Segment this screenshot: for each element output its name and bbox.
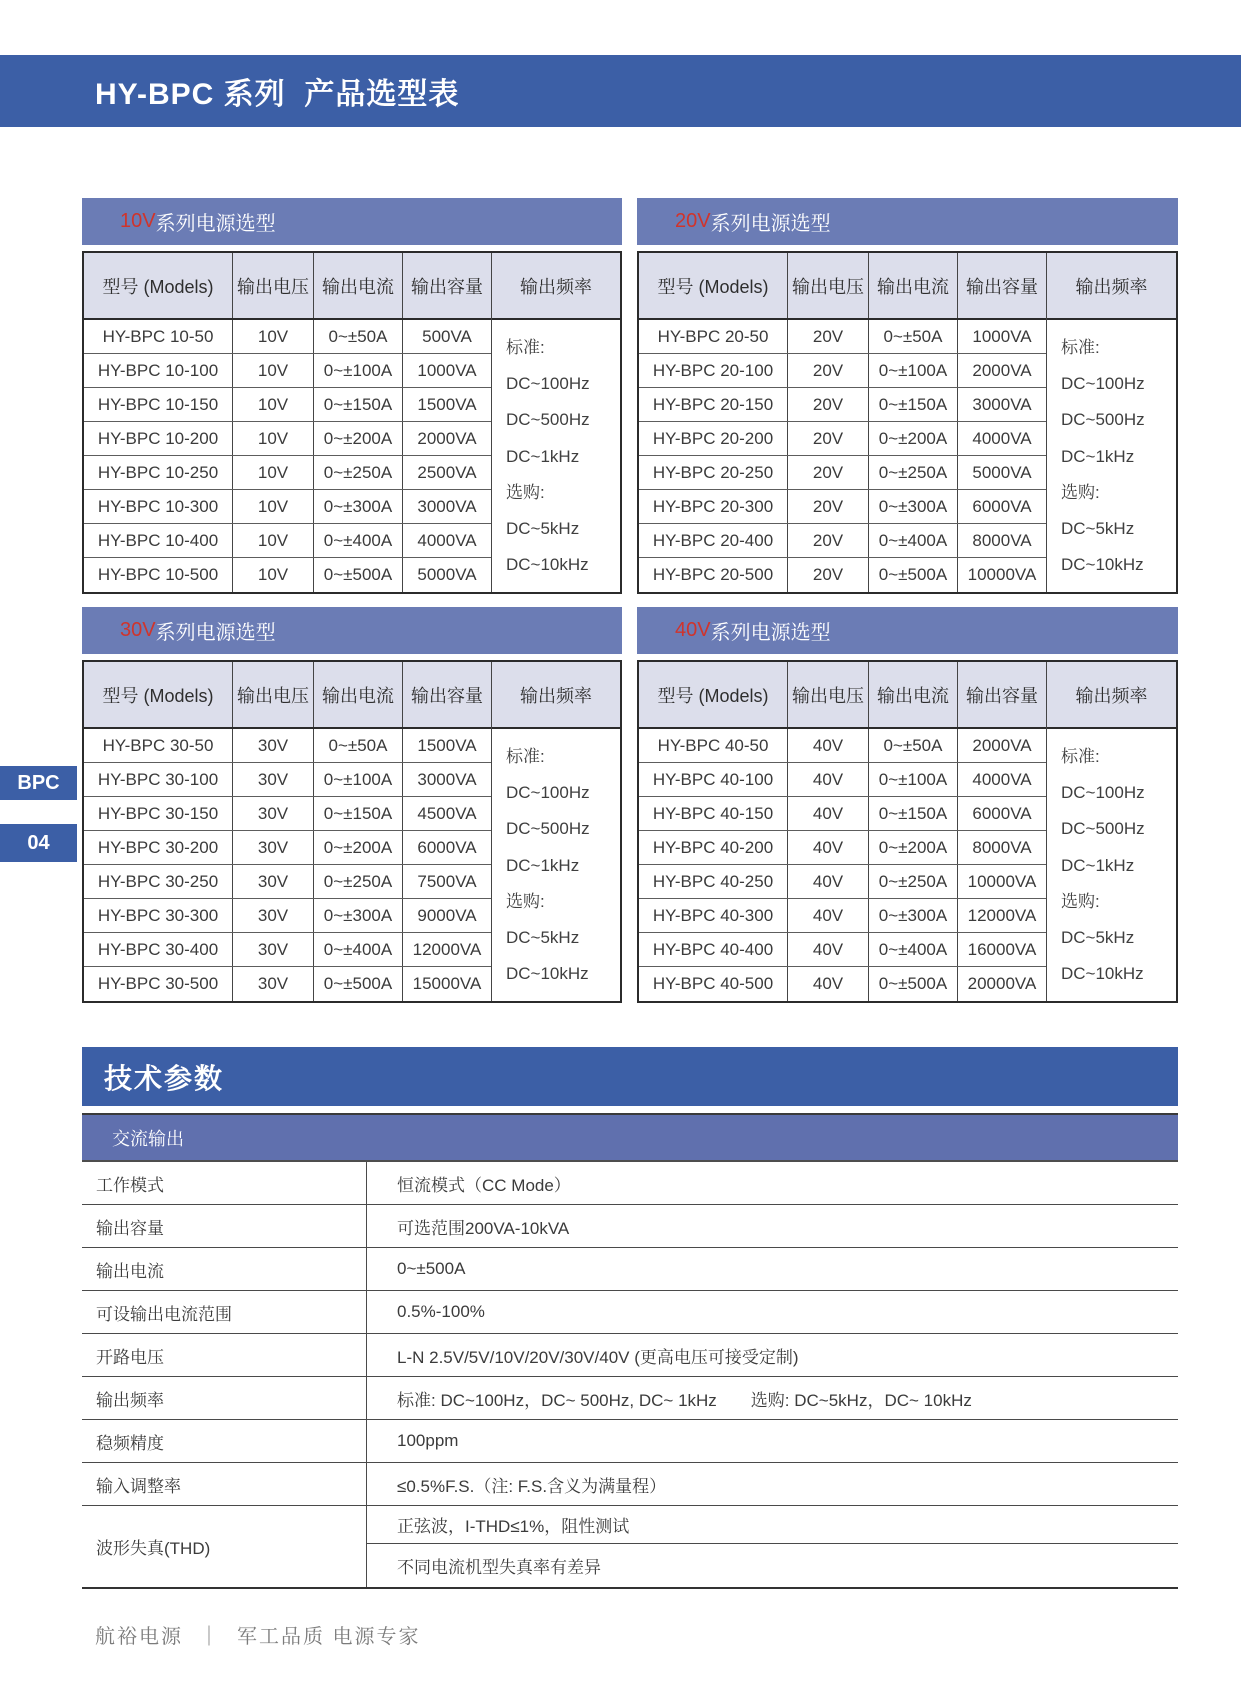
voltage-cell: 20V	[788, 456, 869, 489]
tech-value-group	[367, 1506, 1178, 1587]
table-row	[84, 797, 491, 831]
selection-table-30v	[82, 660, 622, 1003]
voltage-cell: 10V	[233, 354, 314, 387]
capacity-cell: 6000VA	[417, 837, 477, 857]
capacity-cell: 12000VA	[967, 905, 1037, 925]
series-band-40v	[637, 607, 1178, 654]
tech-label: 工作模式	[82, 1162, 367, 1204]
frequency-line: DC~100Hz	[1061, 783, 1145, 803]
current-cell: 0~±500A	[869, 558, 958, 592]
model-cell: HY-BPC 30-200	[84, 831, 233, 864]
tech-row	[82, 1334, 1178, 1377]
page-header-bar	[0, 55, 1241, 127]
model-cell: HY-BPC 20-150	[639, 388, 788, 421]
table-row	[639, 524, 1046, 558]
frequency-line: DC~100Hz	[1061, 374, 1145, 394]
model-cell: HY-BPC 30-300	[84, 899, 233, 932]
voltage-cell: 20V	[788, 524, 869, 557]
capacity-cell: 20000VA	[967, 974, 1037, 993]
voltage-cell: 20V	[788, 422, 869, 455]
frequency-line: 选购:	[506, 482, 545, 502]
frequency-line: DC~100Hz	[506, 374, 590, 394]
current-cell: 0~±150A	[314, 797, 403, 830]
tech-label: 输入调整率	[82, 1463, 367, 1505]
voltage-cell: 40V	[788, 967, 869, 1001]
tech-value: 0~±500A	[397, 1259, 466, 1278]
table-row	[84, 524, 491, 558]
model-cell: HY-BPC 40-500	[639, 967, 788, 1001]
tech-label: 输出频率	[82, 1377, 367, 1419]
current-cell: 0~±500A	[314, 558, 403, 592]
frequency-cell	[492, 729, 620, 1001]
voltage-cell: 30V	[233, 967, 314, 1001]
column-header: 输出电压	[233, 253, 314, 318]
series-band-30v	[82, 607, 622, 654]
column-header: 输出容量	[411, 276, 483, 297]
voltage-cell: 40V	[788, 899, 869, 932]
table-row	[639, 490, 1046, 524]
table-row	[639, 422, 1046, 456]
capacity-cell: 1500VA	[417, 735, 477, 755]
tech-row	[82, 1205, 1178, 1248]
series-band-title: 系列电源选型	[155, 213, 276, 235]
model-cell: HY-BPC 40-200	[639, 831, 788, 864]
capacity-cell: 4500VA	[417, 803, 477, 823]
current-cell: 0~±250A	[314, 456, 403, 489]
current-cell: 0~±50A	[869, 729, 958, 762]
frequency-line: DC~1kHz	[1061, 855, 1135, 875]
tech-row	[82, 1248, 1178, 1291]
capacity-cell: 3000VA	[417, 496, 477, 516]
table-row	[84, 388, 491, 422]
table-row	[639, 456, 1046, 490]
capacity-cell: 6000VA	[972, 496, 1032, 516]
series-group-10v	[82, 198, 622, 594]
column-header: 输出电流	[314, 662, 403, 727]
current-cell: 0~±300A	[314, 899, 403, 932]
model-cell: HY-BPC 10-200	[84, 422, 233, 455]
model-cell: HY-BPC 20-250	[639, 456, 788, 489]
frequency-line: DC~100Hz	[506, 783, 590, 803]
table-row	[639, 729, 1046, 763]
tech-params-table	[82, 1162, 1178, 1589]
current-cell: 0~±100A	[314, 354, 403, 387]
model-cell: HY-BPC 40-400	[639, 933, 788, 966]
capacity-cell: 5000VA	[972, 462, 1032, 482]
table-row	[84, 831, 491, 865]
model-cell: HY-BPC 20-400	[639, 524, 788, 557]
current-cell: 0~±400A	[314, 524, 403, 557]
column-header: 输出电流	[869, 253, 958, 318]
current-cell: 0~±100A	[314, 763, 403, 796]
capacity-cell: 10000VA	[967, 871, 1037, 891]
series-group-20v	[637, 198, 1178, 594]
model-cell: HY-BPC 10-300	[84, 490, 233, 523]
capacity-cell: 500VA	[422, 326, 472, 346]
frequency-line: DC~5kHz	[506, 927, 580, 947]
frequency-column	[1047, 253, 1176, 592]
tech-value: 100ppm	[397, 1431, 459, 1450]
side-tab-bpc: BPC	[0, 766, 77, 800]
tech-row	[82, 1506, 1178, 1589]
column-header: 型号 (Models)	[639, 662, 788, 727]
table-header-row	[639, 662, 1046, 729]
capacity-cell: 10000VA	[967, 565, 1037, 584]
frequency-line: DC~5kHz	[1061, 927, 1135, 947]
tech-params-header-bar	[82, 1047, 1178, 1106]
selection-table-main	[639, 662, 1047, 1001]
model-cell: HY-BPC 20-100	[639, 354, 788, 387]
tech-value: 0.5%-100%	[397, 1302, 485, 1321]
series-group-40v	[637, 607, 1178, 1003]
capacity-cell: 1000VA	[417, 360, 477, 380]
voltage-cell: 10V	[233, 320, 314, 353]
current-cell: 0~±50A	[314, 729, 403, 762]
capacity-cell: 12000VA	[412, 939, 482, 959]
model-cell: HY-BPC 30-400	[84, 933, 233, 966]
frequency-column	[1047, 662, 1176, 1001]
capacity-cell: 9000VA	[417, 905, 477, 925]
table-row	[639, 763, 1046, 797]
current-cell: 0~±300A	[869, 490, 958, 523]
model-cell: HY-BPC 30-50	[84, 729, 233, 762]
capacity-cell: 1000VA	[972, 326, 1032, 346]
voltage-cell: 20V	[788, 388, 869, 421]
model-cell: HY-BPC 30-100	[84, 763, 233, 796]
column-header: 输出电压	[233, 662, 314, 727]
model-cell: HY-BPC 30-250	[84, 865, 233, 898]
series-band-title: 系列电源选型	[155, 622, 276, 644]
selection-table-main	[84, 253, 492, 592]
table-row	[639, 933, 1046, 967]
current-cell: 0~±50A	[314, 320, 403, 353]
tech-row	[82, 1162, 1178, 1205]
series-band-title: 系列电源选型	[710, 213, 831, 235]
model-cell: HY-BPC 10-250	[84, 456, 233, 489]
table-row	[84, 320, 491, 354]
capacity-cell: 15000VA	[412, 974, 482, 993]
frequency-line: DC~1kHz	[506, 446, 580, 466]
tech-label: 开路电压	[82, 1334, 367, 1376]
model-cell: HY-BPC 40-300	[639, 899, 788, 932]
current-cell: 0~±200A	[314, 831, 403, 864]
frequency-line: DC~5kHz	[506, 518, 580, 538]
voltage-cell: 40V	[788, 797, 869, 830]
voltage-cell: 30V	[233, 865, 314, 898]
capacity-cell: 5000VA	[417, 565, 477, 584]
table-row	[84, 933, 491, 967]
series-band-20v	[637, 198, 1178, 245]
voltage-cell: 10V	[233, 524, 314, 557]
capacity-cell: 8000VA	[972, 837, 1032, 857]
current-cell: 0~±400A	[869, 933, 958, 966]
table-row	[639, 558, 1046, 592]
capacity-cell: 4000VA	[972, 769, 1032, 789]
table-header-row	[84, 253, 491, 320]
voltage-cell: 30V	[233, 933, 314, 966]
table-header-row	[639, 253, 1046, 320]
voltage-cell: 20V	[788, 320, 869, 353]
table-row	[639, 967, 1046, 1001]
current-cell: 0~±250A	[869, 456, 958, 489]
model-cell: HY-BPC 40-100	[639, 763, 788, 796]
frequency-line: DC~5kHz	[1061, 518, 1135, 538]
selection-table-main	[84, 662, 492, 1001]
tech-value: 恒流模式（CC Mode）	[397, 1175, 571, 1195]
frequency-line: DC~500Hz	[506, 819, 590, 839]
column-header: 输出电流	[314, 253, 403, 318]
current-cell: 0~±300A	[314, 490, 403, 523]
tech-value: 不同电流机型失真率有差异	[397, 1558, 601, 1577]
table-row	[84, 490, 491, 524]
model-cell: HY-BPC 40-250	[639, 865, 788, 898]
capacity-cell: 6000VA	[972, 803, 1032, 823]
table-row	[84, 456, 491, 490]
current-cell: 0~±150A	[869, 797, 958, 830]
column-header: 输出电压	[788, 253, 869, 318]
capacity-cell: 1500VA	[417, 394, 477, 414]
tech-value: 可选范围200VA-10kVA	[397, 1218, 570, 1238]
column-header: 输出容量	[966, 685, 1038, 706]
tech-params-title: 技术参数	[104, 1062, 225, 1094]
frequency-cell	[1047, 320, 1176, 592]
current-cell: 0~±150A	[314, 388, 403, 421]
model-cell: HY-BPC 30-500	[84, 967, 233, 1001]
frequency-line: DC~10kHz	[506, 963, 589, 983]
tech-row	[82, 1377, 1178, 1420]
ac-output-subheader: 交流输出	[112, 1128, 184, 1149]
capacity-cell: 8000VA	[972, 530, 1032, 550]
capacity-cell: 2000VA	[972, 360, 1032, 380]
voltage-cell: 30V	[233, 831, 314, 864]
voltage-cell: 10V	[233, 558, 314, 592]
voltage-cell: 40V	[788, 831, 869, 864]
tech-value: 标准: DC~100Hz，DC~ 500Hz, DC~ 1kHz 选购: DC~5kHz，DC~ 10kHz	[397, 1390, 972, 1410]
series-band-10v	[82, 198, 622, 245]
model-cell: HY-BPC 10-50	[84, 320, 233, 353]
frequency-line: DC~10kHz	[1061, 554, 1144, 574]
column-header: 输出容量	[966, 276, 1038, 297]
table-row	[639, 899, 1046, 933]
current-cell: 0~±200A	[869, 422, 958, 455]
table-row	[84, 899, 491, 933]
model-cell: HY-BPC 40-50	[639, 729, 788, 762]
frequency-line: DC~10kHz	[1061, 963, 1144, 983]
frequency-line: 标准:	[1061, 747, 1100, 767]
footer-brand: 航裕电源	[95, 1626, 183, 1648]
voltage-cell: 30V	[233, 899, 314, 932]
table-row	[84, 865, 491, 899]
voltage-cell: 40V	[788, 763, 869, 796]
column-header-frequency: 输出频率	[1047, 662, 1176, 729]
current-cell: 0~±250A	[314, 865, 403, 898]
table-row	[639, 354, 1046, 388]
voltage-cell: 30V	[233, 763, 314, 796]
current-cell: 0~±50A	[869, 320, 958, 353]
tech-label: 可设输出电流范围	[82, 1291, 367, 1333]
capacity-cell: 2000VA	[972, 735, 1032, 755]
capacity-cell: 4000VA	[417, 530, 477, 550]
capacity-cell: 16000VA	[967, 939, 1037, 959]
frequency-line: DC~500Hz	[1061, 410, 1145, 430]
footer-divider: ｜	[199, 1626, 221, 1648]
table-row	[84, 729, 491, 763]
ac-output-subheader-bar	[82, 1113, 1178, 1162]
voltage-cell: 30V	[233, 797, 314, 830]
frequency-line: DC~1kHz	[1061, 446, 1135, 466]
frequency-line: 标准:	[506, 338, 545, 358]
tech-row	[82, 1291, 1178, 1334]
column-header: 输出容量	[411, 685, 483, 706]
column-header-frequency: 输出频率	[1047, 253, 1176, 320]
voltage-cell: 30V	[233, 729, 314, 762]
current-cell: 0~±200A	[314, 422, 403, 455]
frequency-line: DC~10kHz	[506, 554, 589, 574]
voltage-cell: 10V	[233, 422, 314, 455]
footer-slogan: 军工品质 电源专家	[237, 1626, 421, 1648]
voltage-cell: 40V	[788, 933, 869, 966]
table-row	[639, 831, 1046, 865]
selection-table-40v	[637, 660, 1178, 1003]
current-cell: 0~±400A	[869, 524, 958, 557]
frequency-cell	[492, 320, 620, 592]
selection-table-20v	[637, 251, 1178, 594]
current-cell: 0~±400A	[314, 933, 403, 966]
current-cell: 0~±500A	[314, 967, 403, 1001]
voltage-cell: 10V	[233, 456, 314, 489]
selection-table-10v	[82, 251, 622, 594]
selection-table-main	[639, 253, 1047, 592]
tech-value: ≤0.5%F.S.（注: F.S.含义为满量程）	[397, 1476, 667, 1496]
voltage-cell: 10V	[233, 490, 314, 523]
page-footer	[95, 1620, 421, 1649]
table-header-row	[84, 662, 491, 729]
frequency-line: DC~500Hz	[506, 410, 590, 430]
table-row	[84, 763, 491, 797]
column-header: 型号 (Models)	[84, 662, 233, 727]
series-voltage-label: 20V	[675, 210, 711, 232]
model-cell: HY-BPC 40-150	[639, 797, 788, 830]
table-row	[639, 388, 1046, 422]
table-row	[639, 320, 1046, 354]
current-cell: 0~±150A	[869, 388, 958, 421]
frequency-column	[492, 662, 620, 1001]
capacity-cell: 7500VA	[417, 871, 477, 891]
tech-label: 输出容量	[82, 1205, 367, 1247]
voltage-cell: 20V	[788, 354, 869, 387]
model-cell: HY-BPC 10-400	[84, 524, 233, 557]
capacity-cell: 2000VA	[417, 428, 477, 448]
frequency-line: DC~1kHz	[506, 855, 580, 875]
tech-label: 稳频精度	[82, 1420, 367, 1462]
table-row	[639, 797, 1046, 831]
frequency-line: 选购:	[506, 891, 545, 911]
model-cell: HY-BPC 10-100	[84, 354, 233, 387]
capacity-cell: 2500VA	[417, 462, 477, 482]
column-header-frequency: 输出频率	[492, 253, 620, 320]
voltage-cell: 40V	[788, 729, 869, 762]
current-cell: 0~±100A	[869, 763, 958, 796]
capacity-cell: 4000VA	[972, 428, 1032, 448]
model-cell: HY-BPC 20-50	[639, 320, 788, 353]
series-band-title: 系列电源选型	[710, 622, 831, 644]
table-row	[84, 558, 491, 592]
column-header: 型号 (Models)	[84, 253, 233, 318]
capacity-cell: 3000VA	[417, 769, 477, 789]
model-cell: HY-BPC 20-500	[639, 558, 788, 592]
tech-row	[82, 1420, 1178, 1463]
tech-label: 波形失真(THD)	[82, 1506, 367, 1587]
voltage-cell: 10V	[233, 388, 314, 421]
current-cell: 0~±250A	[869, 865, 958, 898]
model-cell: HY-BPC 20-200	[639, 422, 788, 455]
model-cell: HY-BPC 10-500	[84, 558, 233, 592]
tech-label: 输出电流	[82, 1248, 367, 1290]
tech-row	[82, 1463, 1178, 1506]
column-header: 输出电压	[788, 662, 869, 727]
model-cell: HY-BPC 30-150	[84, 797, 233, 830]
series-voltage-label: 30V	[120, 619, 156, 641]
frequency-column	[492, 253, 620, 592]
current-cell: 0~±100A	[869, 354, 958, 387]
current-cell: 0~±200A	[869, 831, 958, 864]
current-cell: 0~±500A	[869, 967, 958, 1001]
voltage-cell: 40V	[788, 865, 869, 898]
series-voltage-label: 40V	[675, 619, 711, 641]
voltage-cell: 20V	[788, 490, 869, 523]
frequency-line: 标准:	[1061, 338, 1100, 358]
frequency-line: 选购:	[1061, 482, 1100, 502]
table-row	[84, 422, 491, 456]
table-row	[84, 967, 491, 1001]
side-tab-page-number: 04	[0, 824, 77, 862]
tech-value: L-N 2.5V/5V/10V/20V/30V/40V (更高电压可接受定制)	[397, 1347, 799, 1367]
frequency-cell	[1047, 729, 1176, 1001]
capacity-cell: 3000VA	[972, 394, 1032, 414]
series-group-30v	[82, 607, 622, 1003]
model-cell: HY-BPC 10-150	[84, 388, 233, 421]
page-title: HY-BPC 系列 产品选型表	[95, 78, 460, 111]
column-header-frequency: 输出频率	[492, 662, 620, 729]
table-row	[84, 354, 491, 388]
frequency-line: 选购:	[1061, 891, 1100, 911]
frequency-line: 标准:	[506, 747, 545, 767]
model-cell: HY-BPC 20-300	[639, 490, 788, 523]
current-cell: 0~±300A	[869, 899, 958, 932]
table-row	[639, 865, 1046, 899]
series-voltage-label: 10V	[120, 210, 156, 232]
tech-value: 正弦波，I-THD≤1%，阻性测试	[367, 1506, 1178, 1544]
column-header: 输出电流	[869, 662, 958, 727]
column-header: 型号 (Models)	[639, 253, 788, 318]
voltage-cell: 20V	[788, 558, 869, 592]
frequency-line: DC~500Hz	[1061, 819, 1145, 839]
